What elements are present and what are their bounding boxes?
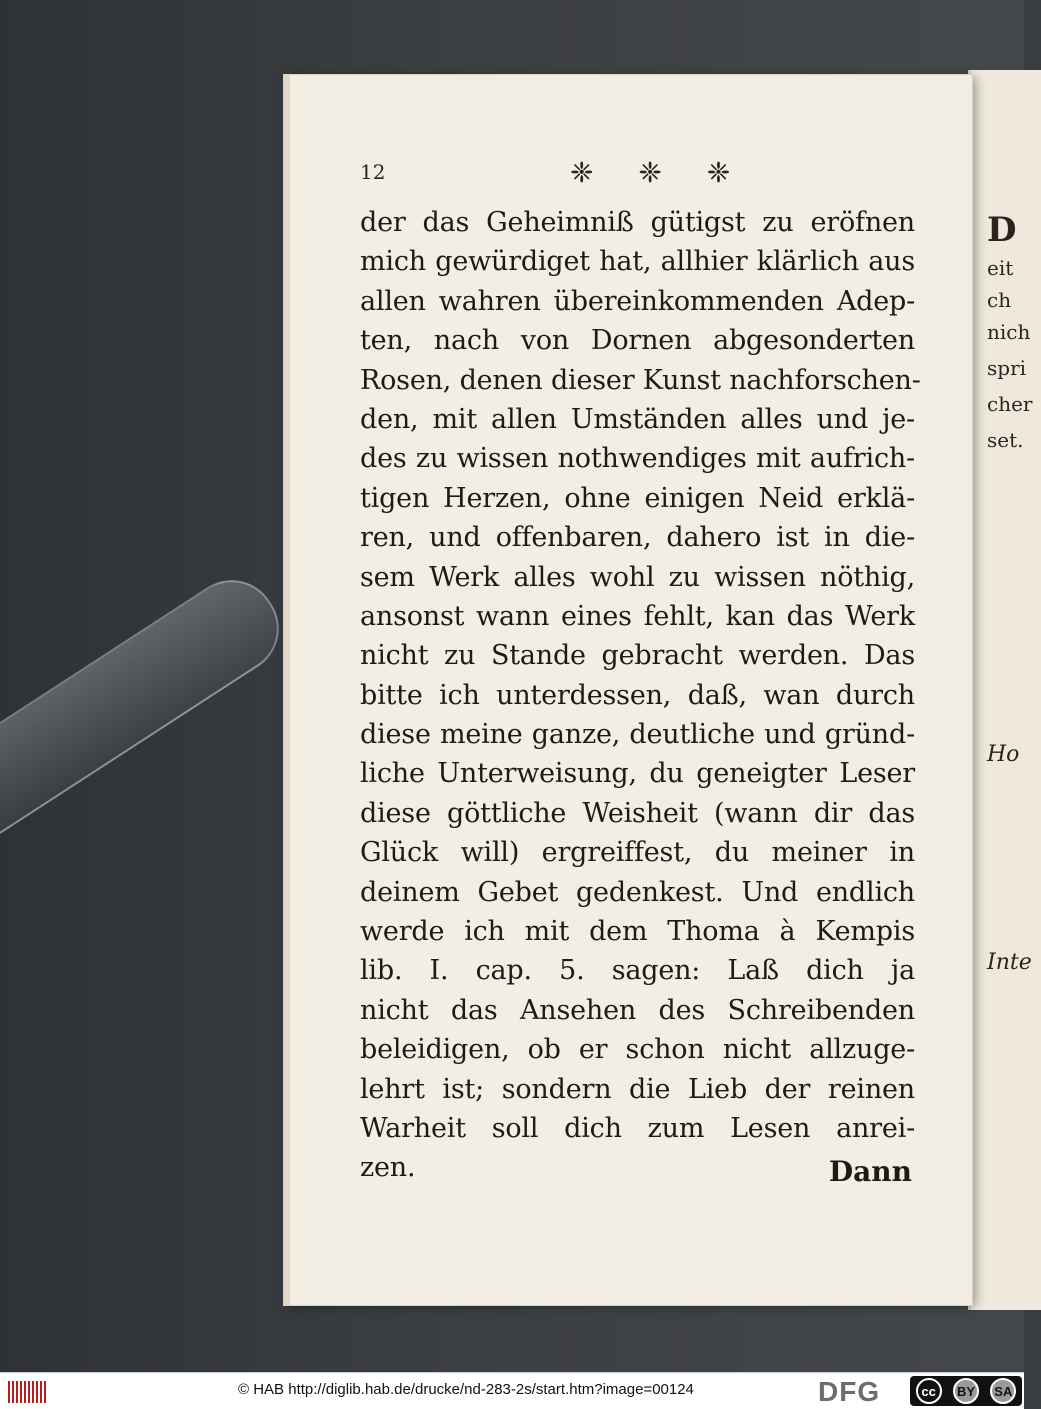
text-line: werde ich mit dem Thoma à Kempis xyxy=(360,916,915,948)
facing-fragment: Inte xyxy=(987,950,1032,975)
text-line: sem Werk alles wohl zu wissen nöthig, xyxy=(360,561,915,593)
text-line: lehrt ist; sondern die Lieb der reinen xyxy=(360,1073,915,1105)
text-line: ren, und offenbaren, dahero ist in die- xyxy=(360,522,915,554)
ornament-icon: ❈ ❈ ❈ xyxy=(570,156,749,189)
sa-icon: SA xyxy=(990,1378,1016,1404)
facing-fragment: nich xyxy=(987,320,1031,344)
body-text xyxy=(360,203,921,1188)
by-icon: BY xyxy=(953,1378,979,1404)
text-line: Glück will) ergreiffest, du meiner in xyxy=(360,837,915,869)
facing-fragment: cher xyxy=(987,392,1033,416)
text-line: nicht zu Stande gebracht werden. Das xyxy=(360,640,915,672)
page-header xyxy=(360,156,930,190)
facing-fragment: set. xyxy=(987,428,1024,452)
text-line: Rosen, denen dieser Kunst nachforschen- xyxy=(360,364,921,396)
dfg-logo: DFG xyxy=(818,1376,881,1407)
hab-logo-icon xyxy=(8,1381,48,1403)
text-line: Warheit soll dich zum Lesen anrei- xyxy=(360,1112,915,1144)
cc-license-badge[interactable] xyxy=(910,1376,1022,1406)
text-line: des zu wissen nothwendiges mit aufrich- xyxy=(360,443,915,475)
text-line: ten, nach von Dornen abgesonderten xyxy=(360,325,915,357)
book-page xyxy=(284,75,972,1305)
facing-fragment: spri xyxy=(987,356,1027,380)
text-line: beleidigen, ob er schon nicht allzuge- xyxy=(360,1034,915,1066)
footer-bar xyxy=(0,1372,1024,1409)
text-line: allen wahren übereinkommenden Adep- xyxy=(360,285,915,317)
text-line: tigen Herzen, ohne einigen Neid erklä- xyxy=(360,482,915,514)
text-line: lib. I. cap. 5. sagen: Laß dich ja xyxy=(360,955,915,987)
facing-fragment: Ho xyxy=(987,742,1020,767)
glass-page-weight xyxy=(0,563,296,856)
cc-icon: cc xyxy=(916,1378,942,1404)
page-number: 12 xyxy=(360,160,386,184)
text-line: nicht das Ansehen des Schreibenden xyxy=(360,994,915,1026)
text-line: diese meine ganze, deutliche und gründ- xyxy=(360,719,915,751)
text-line: deinem Gebet gedenkest. Und endlich xyxy=(360,876,915,908)
text-line: liche Unterweisung, du geneigter Leser xyxy=(360,758,915,790)
text-line: diese göttliche Weisheit (wann dir das xyxy=(360,797,915,829)
text-line: bitte ich unterdessen, daß, wan durch xyxy=(360,679,915,711)
facing-fragment: eit xyxy=(987,256,1014,280)
text-line: ansonst wann eines fehlt, kan das Werk xyxy=(360,600,915,632)
facing-fragment: ch xyxy=(987,288,1012,312)
facing-page-edge xyxy=(968,70,1041,1310)
text-line: den, mit allen Umständen alles und je- xyxy=(360,403,915,435)
text-line: mich gewürdiget hat, allhier klärlich aus xyxy=(360,246,915,278)
catchword: Dann xyxy=(828,1155,912,1188)
copyright-link[interactable]: © HAB http://diglib.hab.de/drucke/nd-283-2s/start.htm?image=00124 xyxy=(238,1381,694,1398)
facing-fragment: D xyxy=(987,210,1017,250)
text-line: zen. xyxy=(360,1152,416,1184)
text-line: der das Geheimniß gütigst zu eröfnen xyxy=(360,207,915,238)
